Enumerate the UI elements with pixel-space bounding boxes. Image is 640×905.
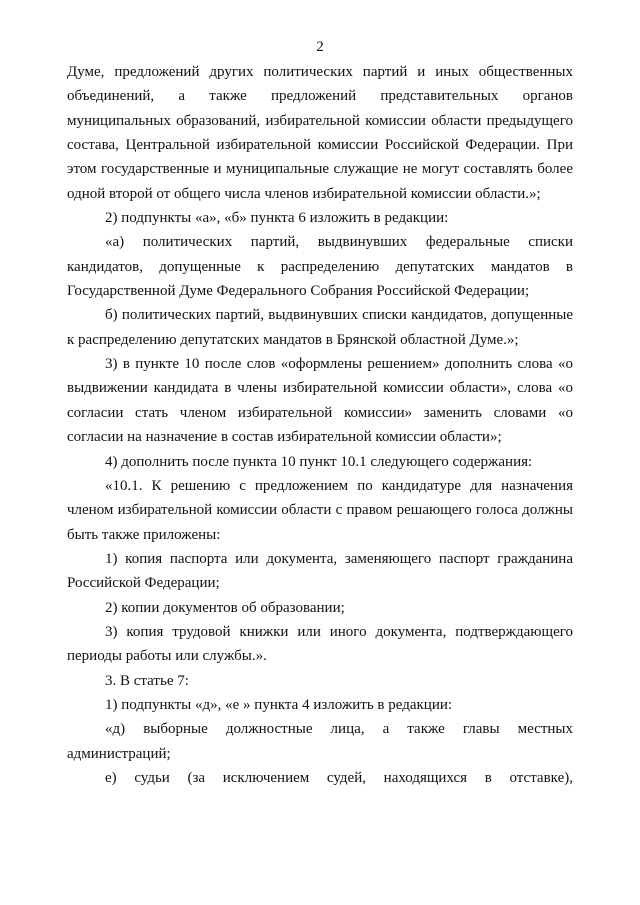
- paragraph-article-7: 3. В статье 7:: [105, 672, 189, 689]
- paragraph-subitem-b: б) политических партий, выдвинувших списки кандидатов, допущенные к распределению депутатских мандатов в Брянской областной Думе.»;: [67, 307, 573, 348]
- paragraph-clause-10-1: «10.1. К решению с предложением по кандидатуре для назначения членом избирательной комиссии области с правом решающего голоса должны быть также приложены:: [67, 477, 573, 543]
- paragraph-item-3: 3) в пункте 10 после слов «оформлены решением» дополнить слова «о выдвижении кандидата в члены избирательной комиссии области», слова «о согласии стать членом избирательной комиссии» заменить словами «о согласии на назначение в состав избирательной комиссии области»;: [67, 356, 573, 446]
- paragraph-list-3: 3) копия трудовой книжки или иного документа, подтверждающего периоды работы или службы.».: [67, 623, 573, 665]
- paragraph-list-2: 2) копии документов об образовании;: [105, 599, 345, 616]
- paragraph-item-2: 2) подпункты «а», «б» пункта 6 изложить в редакции:: [105, 210, 449, 227]
- paragraph-list-1: 1) копия паспорта или документа, заменяющего паспорт гражданина Российской Федерации;: [67, 550, 573, 592]
- page-number: 2: [316, 39, 324, 55]
- paragraph-subitem-a: «а) политических партий, выдвинувших федеральные списки кандидатов, допущенные к распределению депутатских мандатов в Государственной Думе Федерального Собрания Российской Федерации;: [67, 234, 573, 300]
- paragraph-subitem-d: «д) выборные должностные лица, а также главы местных администраций;: [67, 721, 573, 762]
- document-body: [67, 60, 573, 790]
- paragraph-article-7-item-1: 1) подпункты «д», «е » пункта 4 изложить в редакции:: [105, 696, 453, 713]
- paragraph-subitem-e: е) судьи (за исключением судей, находящихся в отставке),: [105, 769, 573, 786]
- paragraph-continuation: Думе, предложений других политических партий и иных общественных объединений, а также предложений представительных органов муниципальных образований, избирательной комиссии области предыдущего состава, Центральной избирательной комиссии Российской Федерации. При этом государственные и муниципальные служащие не могут составлять более одной второй от общего числа членов избирательной комиссии области.»;: [67, 64, 573, 202]
- paragraph-item-4: 4) дополнить после пункта 10 пункт 10.1 следующего содержания:: [105, 453, 533, 470]
